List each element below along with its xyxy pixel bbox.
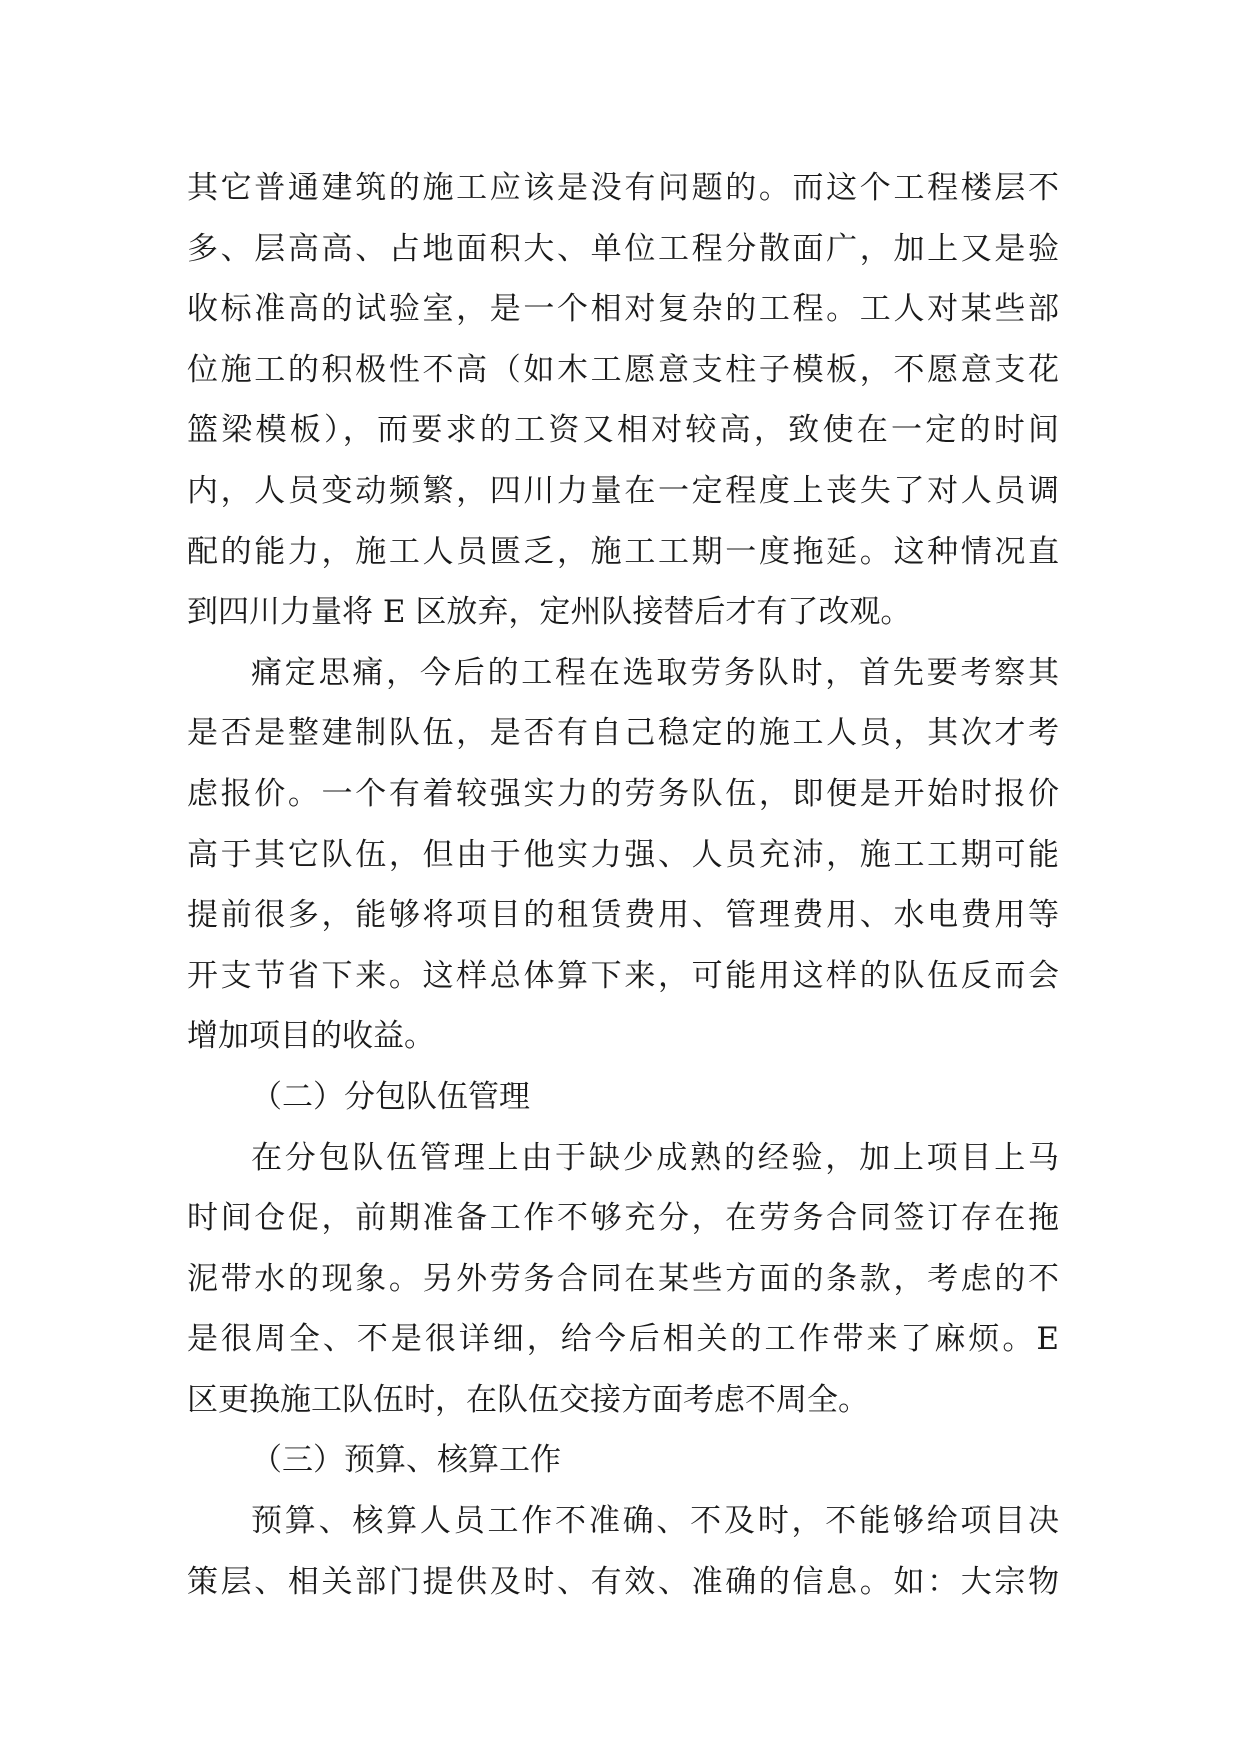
- paragraph-first-line: 预算、核算人员工作不准确、不及时，不能够给项目决: [251, 1503, 1059, 1540]
- text-line: 篮梁模板），而要求的工资又相对较高，致使在一定的时间: [187, 412, 1059, 449]
- text-line: 到四川力量将 E 区放弃，定州队接替后才有了改观。: [187, 594, 912, 631]
- text-line: 提前很多，能够将项目的租赁费用、管理费用、水电费用等: [187, 897, 1059, 934]
- text-line: 开支节省下来。这样总体算下来，可能用这样的队伍反而会: [187, 957, 1059, 994]
- text-line: 多、层高高、占地面积大、单位工程分散面广，加上又是验: [187, 230, 1059, 267]
- paragraph-first-line: 痛定思痛，今后的工程在选取劳务队时，首先要考察其: [251, 654, 1059, 691]
- paragraph-first-line: 在分包队伍管理上由于缺少成熟的经验，加上项目上马: [251, 1139, 1059, 1176]
- text-line: 泥带水的现象。另外劳务合同在某些方面的条款，考虑的不: [187, 1260, 1059, 1297]
- text-line: 高于其它队伍，但由于他实力强、人员充沛，施工工期可能: [187, 836, 1059, 873]
- text-line: 配的能力，施工人员匮乏，施工工期一度拖延。这种情况直: [187, 533, 1059, 570]
- text-line: 是否是整建制队伍，是否有自己稳定的施工人员，其次才考: [187, 715, 1059, 752]
- text-line: 策层、相关部门提供及时、有效、准确的信息。如：大宗物: [187, 1563, 1059, 1600]
- text-line: 虑报价。一个有着较强实力的劳务队伍，即便是开始时报价: [187, 775, 1059, 812]
- text-line: 区更换施工队伍时，在队伍交接方面考虑不周全。: [187, 1381, 869, 1418]
- text-line: 内，人员变动频繁，四川力量在一定程度上丧失了对人员调: [187, 472, 1059, 509]
- text-line: 收标准高的试验室，是一个相对复杂的工程。工人对某些部: [187, 291, 1059, 328]
- text-line: 增加项目的收益。: [187, 1018, 435, 1055]
- text-line: 是很周全、不是很详细，给今后相关的工作带来了麻烦。E: [187, 1321, 1059, 1358]
- body-text: [187, 158, 1059, 1612]
- section-heading: （二）分包队伍管理: [251, 1078, 530, 1115]
- text-line: 位施工的积极性不高（如木工愿意支柱子模板，不愿意支花: [187, 351, 1059, 388]
- section-heading: （三）预算、核算工作: [251, 1442, 561, 1479]
- text-line: 其它普通建筑的施工应该是没有问题的。而这个工程楼层不: [187, 170, 1059, 206]
- text-line: 时间仓促，前期准备工作不够充分，在劳务合同签订存在拖: [187, 1200, 1059, 1237]
